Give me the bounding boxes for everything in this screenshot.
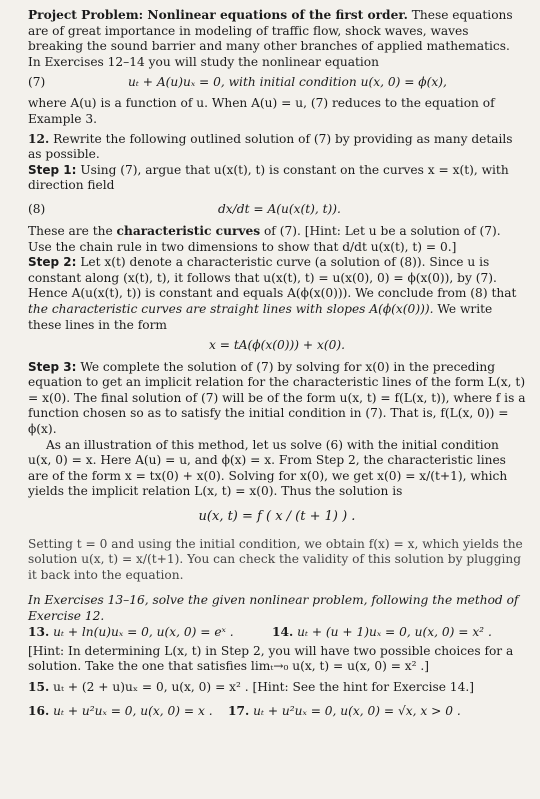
hint-problem-14: [Hint: In determining L(x, t) in Step 2, you will have two possible choices for a solution. Take the one that satisfies limₜ→₀ u(x, t) = u(x, 0) = x² .]: [28, 643, 514, 674]
step-3-text: We complete the solution of (7) by solving for x(0) in the preceding equation to get an implicit relation for the characteristic lines of the form L(x, t) = x(0). The final solution of (7) will be of the form u(x, t) = f(L(x, t)), where f is a function chosen so as to satisfy the initial condition in (7). That is, f(L(x, 0)) = ϕ(x).: [28, 359, 526, 437]
step-3: [28, 360, 526, 438]
intro-text: These equations are of great importance in modeling of traffic flow, shock waves, waves breaking the sound barrier and many other branches of applied mathematics. In Exercises 12–14 you will study the nonlinear equation: [28, 8, 513, 69]
problem-13-number: 13.: [28, 624, 50, 639]
problem-row-15: [28, 680, 526, 699]
problem-row-13-14: [28, 625, 526, 644]
characteristic-paragraph: [28, 224, 526, 255]
characteristic-line-equation: x = tA(ϕ(x(0))) + x(0).: [209, 338, 345, 353]
problem-16: [28, 704, 213, 718]
exercise-12: [28, 132, 526, 163]
exercise-12-text: Rewrite the following outlined solution of (7) by providing as many details as possible.: [28, 131, 513, 162]
equation-7-body: uₜ + A(u)uₓ = 0, with initial condition u(x, 0) = ϕ(x),: [128, 75, 447, 90]
step-3-label: Step 3:: [28, 359, 77, 374]
exercises-intro: In Exercises 13–16, solve the given nonlinear problem, following the method of Exercise 12.: [28, 593, 519, 623]
solution-equation: u(x, t) = f ( x / (t + 1) ) .: [198, 509, 356, 525]
illustration-paragraph: As an illustration of this method, let us solve (6) with the initial condition u(x, 0) = x. Here A(u) = u, and ϕ(x) = x. From Step 2, the characteristic lines are of the form x = tx(0) + x(0). Solving for x(0), we get x(0) = x/(t+1), which yields the implicit relation L(x, t) = x(0). Thus the solution is: [28, 437, 508, 499]
step-1-text: Using (7), argue that u(x(t), t) is constant on the curves x = x(t), with direction field: [28, 162, 509, 193]
problem-14-number: 14.: [272, 624, 294, 639]
project-heading: Project Problem: Nonlinear equations of the first order.: [28, 8, 408, 22]
problem-13-text: uₜ + ln(u)uₓ = 0, u(x, 0) = eˣ .: [53, 624, 234, 639]
characteristic-pre: These are the: [28, 223, 113, 238]
step-2-text: Let x(t) denote a characteristic curve (a solution of (8)). Since u is constant along (x(t), t), it follows that u(x(t), t) = u(x(0), 0) = ϕ(x(0)), by (7). Hence A(u(x(t), t)) is constant and equals A(ϕ(x(0))). We conclude from (8) that: [28, 255, 517, 301]
problem-17-text: uₜ + u²uₓ = 0, u(x, 0) = √x, x > 0 .: [253, 703, 461, 718]
after-equation-7: where A(u) is a function of u. When A(u) = u, (7) reduces to the equation of Example 3.: [28, 96, 495, 126]
equation-8-body: dx/dt = A(u(x(t), t)).: [218, 201, 341, 216]
problem-16-text: uₜ + u²uₓ = 0, u(x, 0) = x .: [53, 703, 213, 718]
step-2-post: We write these lines in the form: [28, 301, 493, 332]
characteristic-post: of (7). [Hint: Let u be a solution of (7). Use the chain rule in two dimensions to show that d/dt u(x(t), t) = 0.]: [28, 223, 501, 254]
exercise-12-number: 12.: [28, 131, 50, 146]
setting-paragraph: Setting t = 0 and using the initial condition, we obtain f(x) = x, which yields the solution u(x, t) = x/(t+1). You can check the validity of this solution by plugging it back into the equation.: [28, 536, 523, 582]
problem-17: [228, 704, 461, 720]
problem-row-16-17: [28, 704, 526, 723]
step-1: [28, 163, 526, 194]
step-1-label: Step 1:: [28, 162, 77, 177]
problem-17-number: 17.: [228, 703, 250, 718]
step-2: [28, 255, 526, 333]
equation-7-number: (7): [28, 75, 46, 90]
problem-15-number: 15.: [28, 679, 50, 694]
intro-paragraph: [28, 8, 526, 70]
problem-13: [28, 625, 234, 639]
problem-14-text: uₜ + (u + 1)uₓ = 0, u(x, 0) = x² .: [297, 624, 492, 639]
problem-list: [28, 625, 526, 723]
step-2-label: Step 2:: [28, 255, 77, 270]
equation-8-number: (8): [28, 201, 46, 216]
equation-8: [28, 194, 526, 224]
characteristic-bold: characteristic curves: [116, 223, 261, 238]
problem-14: [272, 625, 492, 641]
step-2-italic: the characteristic curves are straight lines with slopes A(ϕ(x(0))).: [28, 301, 434, 316]
problem-15-text: uₜ + (2 + u)uₓ = 0, u(x, 0) = x² . [Hint: See the hint for Exercise 14.]: [53, 679, 474, 694]
problem-16-number: 16.: [28, 703, 50, 718]
equation-7: [28, 70, 526, 96]
